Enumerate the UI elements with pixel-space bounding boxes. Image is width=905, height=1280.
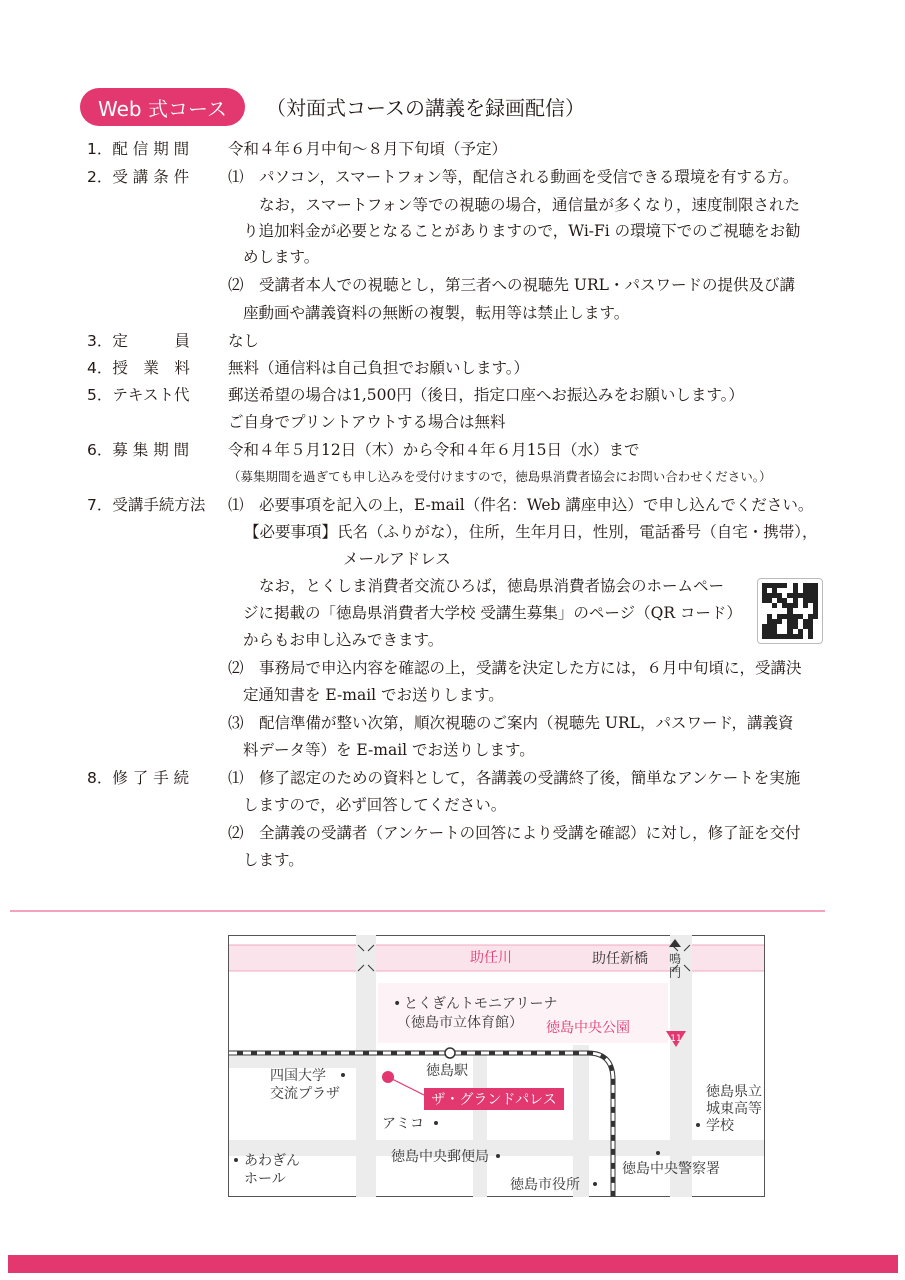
road-h1 (229, 1140, 764, 1156)
item-7-p1d: なお，とくしま消費者交流ひろば，徳島県消費者協会のホームペー (259, 577, 725, 595)
naruto-label-2: 門 (669, 966, 682, 980)
road-v1 (356, 935, 376, 1197)
item-3-heading: 3．定 員 (87, 332, 190, 350)
post-label: 徳島中央郵便局 (391, 1149, 489, 1165)
item-8-heading: 8．修 了 手 続 (87, 769, 190, 787)
item-2-heading: 2．受 講 条 件 (87, 168, 190, 186)
item-1-heading: 1．配 信 期 間 (87, 140, 190, 158)
station-marker (445, 1048, 455, 1058)
bottom-accent-bar (8, 1255, 898, 1273)
police-label: 徳島中央警察署 (622, 1161, 720, 1177)
arena-dot: • (393, 996, 402, 1012)
school-label-1: 徳島県立 (706, 1084, 762, 1100)
item-8-p2b: します。 (243, 851, 304, 869)
item-7-p1f: からもお申し込みできます。 (243, 631, 444, 649)
item-8-p2: ⑵ 全講義の受講者（アンケートの回答により受講を確認）に対し，修了証を交付 (228, 824, 801, 842)
school-label-3: 学校 (706, 1118, 734, 1134)
venue-label: ザ・グランドパレス (431, 1092, 557, 1108)
gym-label: （徳島市立体育館） (397, 1015, 523, 1031)
item-5-heading: 5．テキスト代 (87, 386, 190, 404)
awagin-label-2: ホール (244, 1171, 286, 1187)
univ-label-2: 交流プラザ (270, 1086, 340, 1102)
univ-label-1: 四国大学 (270, 1068, 326, 1084)
cityhall-label: 徳島市役所 (510, 1177, 580, 1193)
web-course-badge: Web 式コース (80, 88, 245, 126)
cityhall-dot (593, 1182, 597, 1186)
school-dot (696, 1123, 700, 1127)
item-2-p1c: り追加料金が必要となることがありますので，Wi-Fi の環境下でのご視聴をお勧 (243, 222, 801, 240)
item-2-p2: ⑵ 受講者本人での視聴とし，第三者への視聴先 URL・パスワードの提供及び講 (228, 276, 795, 294)
item-7-p1c: メールアドレス (343, 550, 451, 568)
item-3-text: なし (228, 332, 260, 350)
item-5-text: 郵送希望の場合は1,500円（後日，指定口座へお振込みをお願いします。） (228, 386, 744, 404)
item-2-p1d: めします。 (243, 248, 320, 266)
awagin-dot (234, 1158, 238, 1162)
river-label: 助任川 (470, 950, 512, 966)
post-dot (496, 1154, 500, 1158)
police-dot (656, 1151, 660, 1155)
arena-label: とくぎんトモニアリーナ (404, 996, 558, 1012)
route-11-label: 11 (670, 1034, 682, 1044)
item-6-text: 令和４年５月12日（木）から令和４年６月15日（水）まで (228, 441, 640, 459)
awagin-label-1: あわぎん (244, 1153, 300, 1169)
item-7-p2b: 定通知書を E-mail でお送りします。 (243, 686, 504, 704)
item-7-p3: ⑶ 配信準備が整い次第，順次視聴のご案内（視聴先 URL，パスワード，講義資 (228, 714, 794, 732)
item-4-text: 無料（通信料は自己負担でお願いします。） (228, 359, 530, 377)
item-7-p1e: ジに掲載の「徳島県消費者大学校 受講生募集」のページ（QR コード） (243, 604, 742, 622)
item-2-p1b: なお，スマートフォン等での視聴の場合，通信量が多くなり，速度制限された (259, 196, 800, 214)
univ-dot (341, 1073, 345, 1077)
road-v4 (473, 1050, 487, 1197)
school-label-2: 城東高等 (706, 1101, 762, 1117)
road-v3 (573, 1045, 589, 1197)
item-1-text: 令和４年６月中旬～８月下旬頃（予定） (228, 140, 508, 158)
park-label: 徳島中央公園 (546, 1020, 630, 1036)
item-7-p2: ⑵ 事務局で申込内容を確認の上，受講を決定した方には，６月中旬頃に，受講決 (228, 659, 802, 677)
item-6-note: （募集期間を過ぎても申し込みを受付けますので，徳島県消費者協会にお問い合わせください。） (228, 469, 772, 484)
naruto-label-1: 鳴 (669, 952, 682, 966)
amico-dot (434, 1121, 438, 1125)
item-2-p1: ⑴ パソコン，スマートフォン等，配信される動画を受信できる環境を有する方。 (228, 168, 799, 186)
section-divider (10, 910, 825, 912)
item-7-p1b: 【必要事項】氏名（ふりがな），住所，生年月日，性別，電話番号（自宅・携帯）， (244, 523, 818, 541)
amico-label: アミコ (382, 1116, 424, 1132)
venue-map (228, 935, 765, 1197)
item-2-p2b: 座動画や講義資料の無断の複製，転用等は禁止します。 (243, 304, 630, 322)
item-6-heading: 6．募 集 期 間 (87, 441, 190, 459)
item-7-p1: ⑴ 必要事項を記入の上，E-mail（件名：Web 講座申込）で申し込んでください。 (228, 496, 814, 514)
road-h2 (229, 1056, 357, 1068)
course-subtitle: （対面式コースの講義を録画配信） (266, 96, 585, 120)
item-5-text2: ご自身でプリントアウトする場合は無料 (228, 413, 506, 431)
qr-code-icon (757, 578, 823, 644)
station-label: 徳島駅 (426, 1063, 468, 1079)
item-8-p1b: しますので，必ず回答してください。 (243, 796, 507, 814)
bridge-label: 助任新橋 (592, 951, 648, 967)
item-7-heading: 7．受講手続方法 (87, 496, 206, 514)
item-4-heading: 4．授 業 料 (87, 359, 190, 377)
item-7-p3b: 料データ等）を E-mail でお送りします。 (243, 741, 535, 759)
item-8-p1: ⑴ 修了認定のための資料として，各講義の受講終了後，簡単なアンケートを実施 (228, 769, 801, 787)
